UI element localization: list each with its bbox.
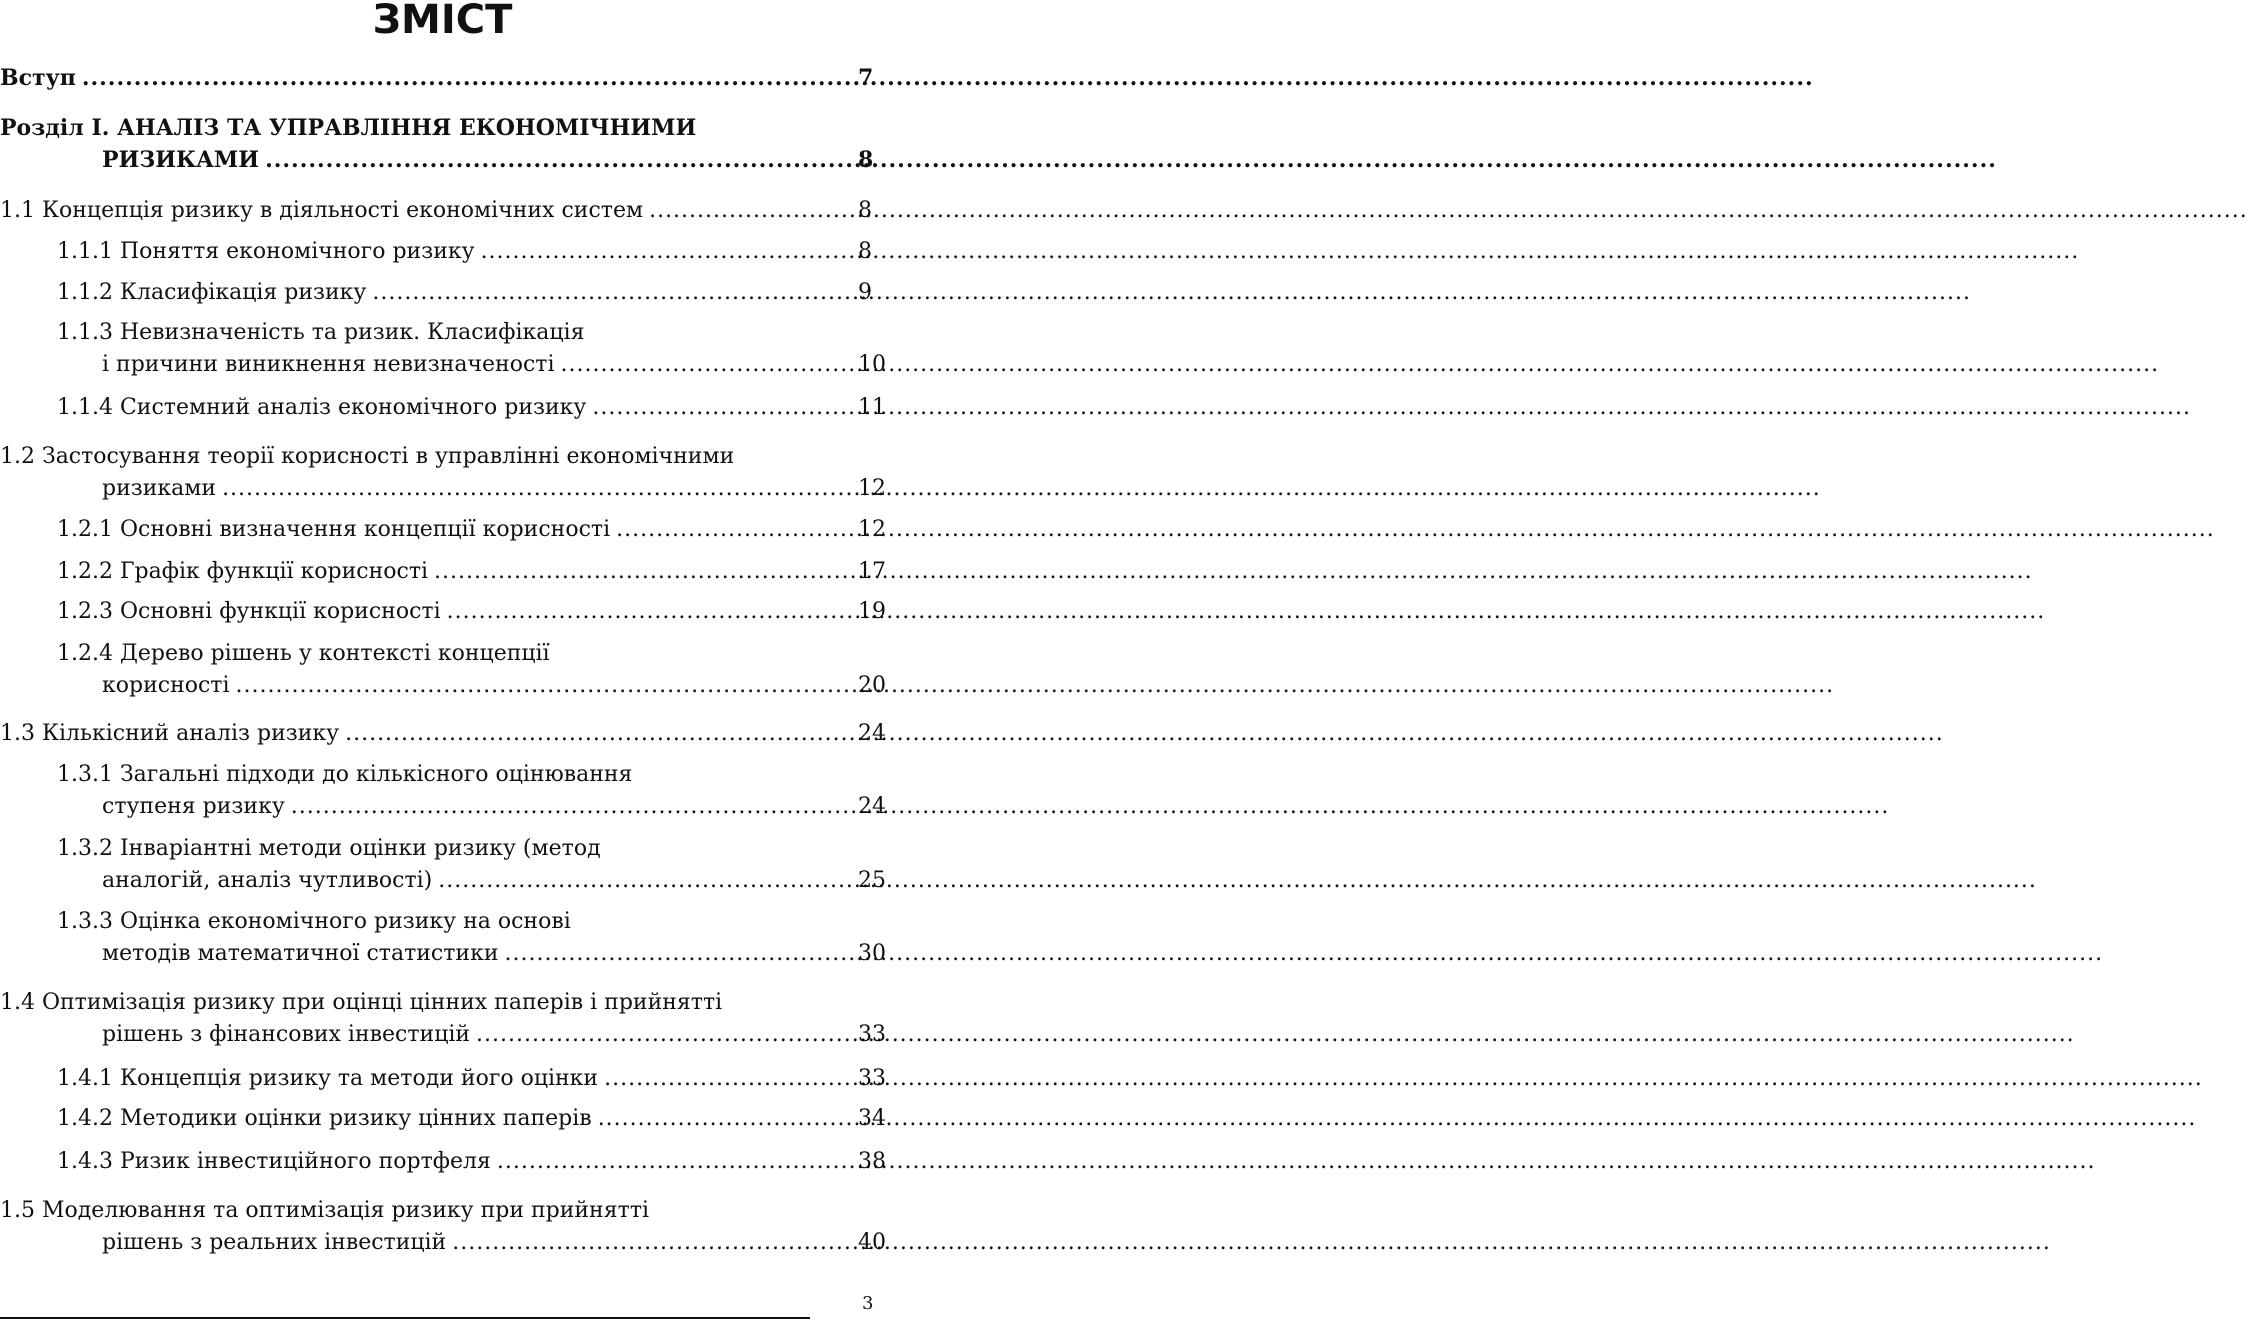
toc-entry-text: 1.2.3 Основні функції корисності: [57, 599, 441, 624]
page-number: 3: [862, 1293, 874, 1314]
toc-entry-text: ризиками: [102, 476, 217, 501]
toc-entry: [0, 1146, 886, 1178]
toc-entry: [0, 1063, 886, 1095]
page-title: ЗМІСТ: [372, 0, 513, 43]
toc-entry-text: 1.1.4 Системний аналіз економічного ризику: [57, 395, 587, 420]
toc-leader-dots: [291, 791, 852, 823]
toc-entry-page: 40: [858, 1230, 886, 1255]
toc-entry-page: 30: [858, 941, 886, 966]
toc-entry: [0, 514, 886, 546]
toc-entry-text: Розділ І. АНАЛІЗ ТА УПРАВЛІННЯ ЕКОНОМІЧНИМИ: [0, 115, 697, 141]
toc-entry: [0, 638, 886, 702]
toc-entry: [0, 556, 886, 588]
toc-entry-text: 1.4.3 Ризик інвестиційного портфеля: [57, 1149, 491, 1174]
toc-entry-text: 1.2.4 Дерево рішень у контексті концепції: [57, 641, 550, 666]
toc-entry-text: ступеня ризику: [102, 794, 285, 819]
toc-entry: [0, 759, 886, 823]
toc-entry: [0, 317, 886, 381]
toc-leader-dots: [649, 195, 852, 227]
toc-entry: [0, 392, 886, 424]
toc-entry-page: 25: [858, 868, 886, 893]
toc-leader-dots: [438, 865, 852, 897]
toc-entry: [0, 441, 886, 505]
toc-entry: [0, 112, 874, 176]
toc-entry: [0, 833, 886, 897]
toc-entry-text: 1.3.2 Інваріантні методи оцінки ризику (метод: [57, 836, 601, 861]
toc-entry-text: корисності: [102, 673, 230, 698]
toc-entry: [0, 62, 874, 94]
toc-entry-page: 17: [858, 559, 886, 584]
toc-entry: [0, 277, 870, 309]
toc-entry-page: 20: [858, 673, 886, 698]
toc-entry-text: 1.3 Кількісний аналіз ризику: [0, 721, 340, 746]
toc-leader-dots: [447, 596, 852, 628]
toc-entry-text: 1.3.3 Оцінка економічного ризику на основі: [57, 909, 571, 934]
toc-entry-page: 34: [858, 1106, 886, 1131]
toc-entry-page: 9: [858, 280, 872, 305]
toc-entry-text: 1.1.2 Класифікація ризику: [57, 280, 367, 305]
toc-leader-dots: [372, 277, 852, 309]
toc-entry-page: 19: [858, 599, 886, 624]
toc-leader-dots: [345, 718, 852, 750]
toc-entry-page: 7: [858, 65, 874, 91]
toc-entry-text: 1.4.1 Концепція ризику та методи його оцінки: [57, 1066, 599, 1091]
toc-entry-text: РИЗИКАМИ: [102, 147, 260, 173]
toc-entry-page: 12: [858, 476, 886, 501]
toc-leader-dots: [222, 473, 852, 505]
toc-entry: [0, 1103, 886, 1135]
toc-entry-page: 11: [858, 395, 886, 420]
toc-entry-page: 12: [858, 517, 886, 542]
toc-entry-page: 8: [858, 147, 874, 173]
toc-entry-text: 1.1 Концепція ризику в діяльності економічних систем: [0, 198, 644, 223]
toc-entry: [0, 236, 870, 268]
toc-leader-dots: [616, 514, 852, 546]
toc-entry: [0, 195, 870, 227]
toc-entry-text: рішень з фінансових інвестицій: [102, 1022, 471, 1047]
toc-entry-text: і причини виникнення невизначеності: [102, 352, 555, 377]
toc-entry: [0, 596, 886, 628]
toc-entry-text: 1.2.1 Основні визначення концепції корисності: [57, 517, 611, 542]
toc-entry-text: методів математичної статистики: [102, 941, 499, 966]
toc-leader-dots: [504, 938, 852, 970]
toc-entry-page: 8: [858, 198, 872, 223]
toc-entry-page: 38: [858, 1149, 886, 1174]
toc-entry-page: 24: [858, 794, 886, 819]
toc-entry-text: 1.1.1 Поняття економічного ризику: [57, 239, 475, 264]
toc-entry-text: 1.4.2 Методики оцінки ризику цінних паперів: [57, 1106, 592, 1131]
toc-entry-text: 1.5 Моделювання та оптимізація ризику при прийнятті: [0, 1198, 649, 1223]
toc-entry-page: 10: [858, 352, 886, 377]
toc-leader-dots: [497, 1146, 852, 1178]
toc-entry: [0, 987, 886, 1051]
toc-entry-text: 1.2.2 Графік функції корисності: [57, 559, 429, 584]
toc-leader-dots: [82, 62, 852, 94]
toc-entry-text: 1.1.3 Невизначеність та ризик. Класифікація: [57, 320, 585, 345]
toc-entry-text: 1.3.1 Загальні підходи до кількісного оцінювання: [57, 762, 633, 787]
toc-entry-text: аналогій, аналіз чутливості): [102, 868, 433, 893]
toc-entry-page: 24: [858, 721, 886, 746]
toc-leader-dots: [598, 1103, 852, 1135]
toc-entry-page: 33: [858, 1066, 886, 1091]
toc-entry: [0, 906, 886, 970]
toc-leader-dots: [236, 670, 853, 702]
toc-leader-dots: [604, 1063, 852, 1095]
toc-entry: [0, 718, 886, 750]
toc-entry-text: Вступ: [0, 65, 76, 91]
toc-entry-page: 33: [858, 1022, 886, 1047]
toc-leader-dots: [592, 392, 852, 424]
toc-entry: [0, 1195, 886, 1259]
toc-entry-text: 1.4 Оптимізація ризику при оцінці цінних паперів і прийнятті: [0, 990, 723, 1015]
toc-leader-dots: [476, 1019, 852, 1051]
toc-entry-text: 1.2 Застосування теорії корисності в управлінні економічними: [0, 444, 735, 469]
toc-leader-dots: [265, 144, 852, 176]
toc-leader-dots: [452, 1227, 852, 1259]
toc-entry-page: 8: [858, 239, 872, 264]
toc-leader-dots: [434, 556, 852, 588]
toc-leader-dots: [560, 349, 852, 381]
toc-leader-dots: [481, 236, 852, 268]
footer-rule: [0, 1317, 810, 1319]
toc-entry-text: рішень з реальних інвестицій: [102, 1230, 447, 1255]
